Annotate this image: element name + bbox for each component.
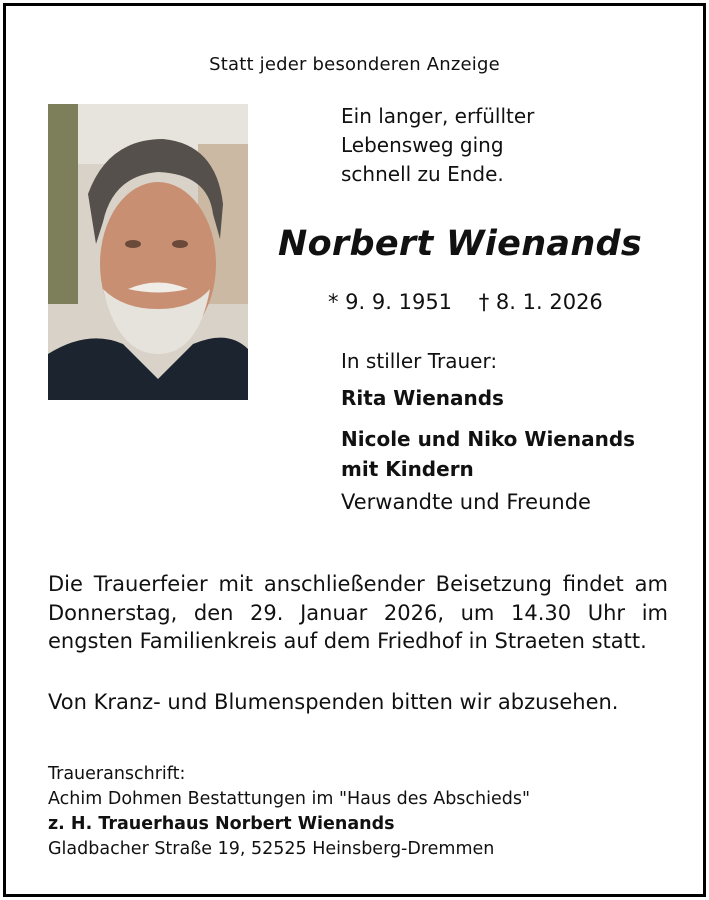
donation-paragraph: Von Kranz- und Blumenspenden bitten wir abzusehen. bbox=[48, 690, 619, 714]
mourner-name-continued: mit Kindern bbox=[341, 457, 474, 481]
life-dates bbox=[328, 290, 603, 314]
birth-date: * 9. 9. 1951 bbox=[328, 290, 453, 314]
address-label: Traueranschrift: bbox=[48, 764, 186, 784]
portrait-image bbox=[48, 104, 248, 400]
relatives-text: Verwandte und Freunde bbox=[341, 490, 591, 514]
header-text: Statt jeder besonderen Anzeige bbox=[209, 54, 500, 75]
mourner-family bbox=[341, 424, 681, 484]
address-line: Gladbacher Straße 19, 52525 Heinsberg-Dremmen bbox=[48, 839, 495, 859]
mourning-intro: In stiller Trauer: bbox=[341, 349, 498, 373]
obituary-notice bbox=[3, 3, 706, 897]
portrait-photo bbox=[48, 104, 248, 400]
deceased-name: Norbert Wienands bbox=[278, 224, 643, 264]
quote-line: Lebensweg ging bbox=[341, 133, 504, 157]
address-recipient: z. H. Trauerhaus Norbert Wienands bbox=[48, 814, 395, 834]
mourner-name: Rita Wienands bbox=[341, 386, 504, 410]
mourner-name: Nicole und Niko Wienands bbox=[341, 427, 636, 451]
ceremony-paragraph: Die Trauerfeier mit anschließender Beisetzung findet am Donnerstag, den 29. Januar 2026, um 14.30 Uhr im engsten Familienkreis auf dem Friedhof in Straeten statt. bbox=[48, 572, 668, 653]
death-date: † 8. 1. 2026 bbox=[478, 290, 603, 314]
quote-line: schnell zu Ende. bbox=[341, 162, 504, 186]
quote-line: Ein langer, erfüllter bbox=[341, 104, 535, 128]
mourning-address bbox=[48, 762, 530, 862]
quote-block bbox=[341, 102, 534, 189]
address-line: Achim Dohmen Bestattungen im "Haus des Abschieds" bbox=[48, 789, 531, 809]
